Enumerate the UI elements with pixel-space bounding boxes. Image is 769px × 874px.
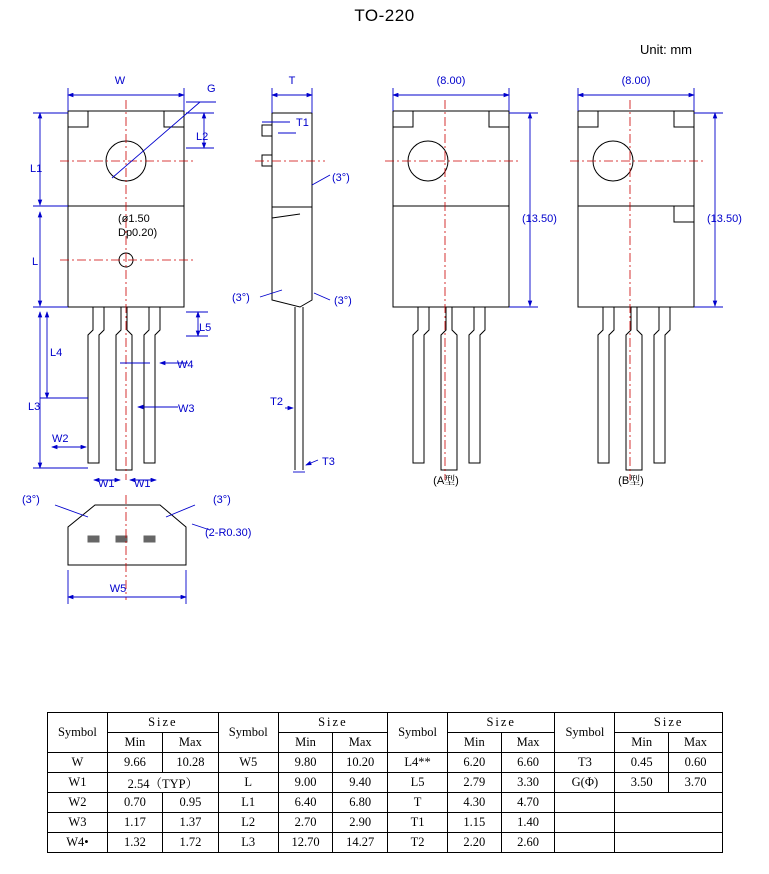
label-g: G bbox=[207, 83, 216, 95]
cell-max: 1.72 bbox=[162, 833, 218, 853]
cell-symbol bbox=[555, 813, 615, 833]
cell-min: 1.15 bbox=[447, 813, 501, 833]
header-max-4: Max bbox=[669, 733, 723, 753]
cell-symbol: W1 bbox=[48, 773, 108, 793]
cell-symbol bbox=[555, 833, 615, 853]
cell-symbol: W3 bbox=[48, 813, 108, 833]
cell-min: 4.30 bbox=[447, 793, 501, 813]
label-type-a-height: (13.50) bbox=[522, 213, 557, 225]
label-l4: L4 bbox=[50, 347, 63, 359]
cell-max: 1.37 bbox=[162, 813, 218, 833]
cell-min: 12.70 bbox=[278, 833, 333, 853]
header-min-3: Min bbox=[447, 733, 501, 753]
cell-symbol: L5 bbox=[388, 773, 448, 793]
cell-max: 2.90 bbox=[333, 813, 388, 833]
table-header-row-1 bbox=[48, 713, 723, 733]
table-row bbox=[48, 813, 723, 833]
cell-min: 2.79 bbox=[447, 773, 501, 793]
label-l1: L1 bbox=[30, 163, 43, 175]
label-t3: T3 bbox=[322, 456, 335, 468]
cell-max: 4.70 bbox=[501, 793, 555, 813]
header-symbol-1: Symbol bbox=[48, 713, 108, 753]
header-max-1: Max bbox=[162, 733, 218, 753]
cell-symbol: L3 bbox=[218, 833, 278, 853]
label-type-b-width: (8.00) bbox=[621, 75, 651, 87]
cell-symbol: T2 bbox=[388, 833, 448, 853]
label-l: L bbox=[32, 256, 39, 268]
table-row bbox=[48, 753, 723, 773]
header-symbol-4: Symbol bbox=[555, 713, 615, 753]
label-angle-side-1: (3°) bbox=[332, 172, 350, 184]
cell-min: 9.00 bbox=[278, 773, 333, 793]
label-t1: T1 bbox=[296, 117, 309, 129]
cell-max: 10.28 bbox=[162, 753, 218, 773]
cell-min: 1.17 bbox=[107, 813, 162, 833]
dimension-table bbox=[47, 712, 723, 853]
cell-min: 1.32 bbox=[107, 833, 162, 853]
label-w1-right: W1 bbox=[134, 478, 151, 490]
cell-value-span bbox=[615, 813, 723, 833]
caption-type-a: (A型) bbox=[433, 475, 459, 487]
cell-symbol: W5 bbox=[218, 753, 278, 773]
label-angle-bottom-left: (3°) bbox=[22, 494, 40, 506]
dimension-table-wrapper bbox=[47, 712, 723, 853]
table-header-row-2 bbox=[48, 733, 723, 753]
label-t2: T2 bbox=[270, 396, 283, 408]
label-radius-note: (2-R0.30) bbox=[205, 527, 252, 539]
cell-max: 14.27 bbox=[333, 833, 388, 853]
label-w2: W2 bbox=[52, 433, 69, 445]
label-l2: L2 bbox=[196, 131, 209, 143]
label-l3: L3 bbox=[28, 401, 41, 413]
header-symbol-2: Symbol bbox=[218, 713, 278, 753]
cell-max: 10.20 bbox=[333, 753, 388, 773]
cell-min: 6.40 bbox=[278, 793, 333, 813]
cell-symbol bbox=[555, 793, 615, 813]
header-size-3: Size bbox=[447, 713, 555, 733]
table-body bbox=[48, 753, 723, 853]
caption-type-b: (B型) bbox=[618, 475, 644, 487]
label-angle-side-2: (3°) bbox=[232, 292, 250, 304]
cell-min: 0.45 bbox=[615, 753, 669, 773]
header-max-3: Max bbox=[501, 733, 555, 753]
table-row bbox=[48, 833, 723, 853]
cell-max: 6.80 bbox=[333, 793, 388, 813]
header-symbol-3: Symbol bbox=[388, 713, 448, 753]
label-type-b-height: (13.50) bbox=[707, 213, 742, 225]
header-min-1: Min bbox=[107, 733, 162, 753]
label-t: T bbox=[288, 75, 296, 87]
label-w5: W5 bbox=[109, 583, 127, 595]
cell-symbol: L2 bbox=[218, 813, 278, 833]
header-min-4: Min bbox=[615, 733, 669, 753]
cell-min: 0.70 bbox=[107, 793, 162, 813]
unit-note: Unit: mm bbox=[640, 42, 692, 57]
page-title: TO-220 bbox=[354, 6, 415, 25]
cell-symbol: T bbox=[388, 793, 448, 813]
cell-max: 9.40 bbox=[333, 773, 388, 793]
cell-max: 0.95 bbox=[162, 793, 218, 813]
cell-symbol: W4• bbox=[48, 833, 108, 853]
cell-symbol: G(Φ) bbox=[555, 773, 615, 793]
cell-max: 3.30 bbox=[501, 773, 555, 793]
header-size-1: Size bbox=[107, 713, 218, 733]
label-angle-side-3: (3°) bbox=[334, 295, 352, 307]
label-w3: W3 bbox=[178, 403, 195, 415]
label-w1-left: W1 bbox=[98, 478, 115, 490]
cell-symbol: L4** bbox=[388, 753, 448, 773]
cell-symbol: T3 bbox=[555, 753, 615, 773]
label-l5: L5 bbox=[199, 322, 212, 334]
label-type-a-width: (8.00) bbox=[436, 75, 466, 87]
cell-min: 2.70 bbox=[278, 813, 333, 833]
cell-symbol: L1 bbox=[218, 793, 278, 813]
header-size-4: Size bbox=[615, 713, 723, 733]
table-row bbox=[48, 793, 723, 813]
header-max-2: Max bbox=[333, 733, 388, 753]
cell-value-span bbox=[615, 833, 723, 853]
cell-symbol: W2 bbox=[48, 793, 108, 813]
cell-min: 3.50 bbox=[615, 773, 669, 793]
hole-note-line1: (ø1.50 bbox=[118, 213, 150, 225]
cell-max: 2.60 bbox=[501, 833, 555, 853]
cell-max: 6.60 bbox=[501, 753, 555, 773]
cell-min: 2.20 bbox=[447, 833, 501, 853]
hole-note-line2: Dp0.20) bbox=[118, 227, 158, 239]
cell-max: 3.70 bbox=[669, 773, 723, 793]
label-angle-bottom-right: (3°) bbox=[213, 494, 231, 506]
cell-value-span bbox=[615, 793, 723, 813]
cell-value-span: 2.54（TYP） bbox=[107, 773, 218, 793]
header-min-2: Min bbox=[278, 733, 333, 753]
header-size-2: Size bbox=[278, 713, 387, 733]
label-w: W bbox=[114, 75, 126, 87]
cell-min: 6.20 bbox=[447, 753, 501, 773]
cell-max: 1.40 bbox=[501, 813, 555, 833]
cell-symbol: T1 bbox=[388, 813, 448, 833]
cell-symbol: L bbox=[218, 773, 278, 793]
table-row bbox=[48, 773, 723, 793]
cell-symbol: W bbox=[48, 753, 108, 773]
cell-min: 9.80 bbox=[278, 753, 333, 773]
label-w4: W4 bbox=[177, 359, 194, 371]
cell-max: 0.60 bbox=[669, 753, 723, 773]
cell-min: 9.66 bbox=[107, 753, 162, 773]
